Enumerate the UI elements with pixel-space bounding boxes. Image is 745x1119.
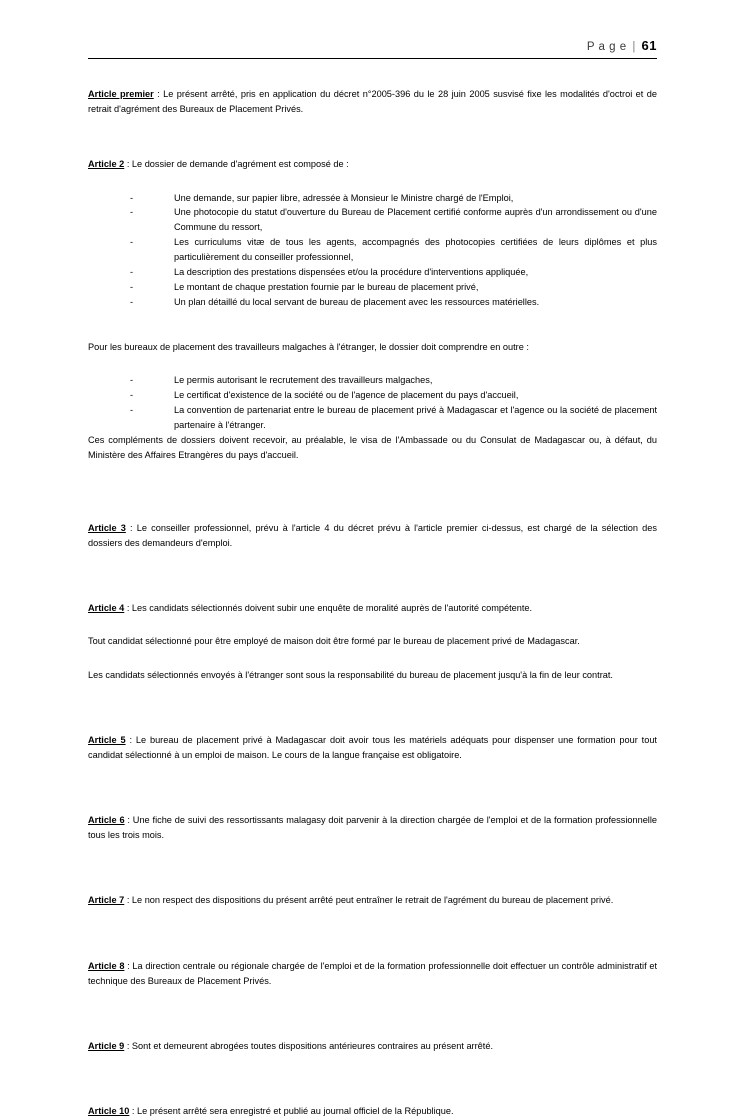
article-2-after-paragraph: Pour les bureaux de placement des travailleurs malgaches à l'étranger, le dossier doit comprendre en outre : — [88, 341, 529, 352]
list-item-text: Un plan détaillé du local servant de bureau de placement avec les ressources matérielles. — [174, 296, 540, 307]
article-10 — [88, 1104, 657, 1119]
spacer — [88, 723, 657, 733]
spacer — [88, 843, 657, 883]
spacer — [88, 683, 657, 723]
list-item-text: Le permis autorisant le recrutement des travailleurs malgaches, — [174, 374, 433, 385]
article-8-text: : La direction centrale ou régionale chargée de l'emploi et de la formation professionnelle doit effectuer un contrôle administratif et technique des Bureaux de Placement Privés. — [88, 960, 658, 986]
header-page-number: 61 — [641, 38, 657, 53]
article-5-label: Article 5 — [88, 734, 126, 745]
header-page-word: P a g e — [586, 41, 627, 53]
spacer — [88, 763, 657, 803]
list-item — [130, 235, 657, 265]
spacer — [88, 551, 657, 591]
list-item-text: La description des prestations dispensées et/ou la procédure d'interventions appliquée, — [174, 267, 529, 278]
dash-marker: - — [130, 389, 134, 400]
article-7-label: Article 7 — [88, 895, 125, 906]
list-item — [130, 205, 657, 235]
dash-marker: - — [130, 404, 134, 415]
article-4 — [88, 601, 657, 616]
article-premier — [88, 87, 657, 117]
dash-marker: - — [130, 192, 134, 203]
article-4-label: Article 4 — [88, 603, 125, 614]
document-body — [88, 59, 657, 1119]
article-4-text: : Les candidats sélectionnés doivent subir une enquête de moralité auprès de l'autorité compétente. — [124, 603, 533, 614]
dash-marker: - — [130, 267, 134, 278]
list-item-text: Une photocopie du statut d'ouverture du Bureau de Placement certifié conforme auprès d'un arrondissement ou d'une Commune du ressort, — [174, 207, 657, 233]
list-item — [130, 403, 657, 433]
header-separator: | — [632, 41, 636, 53]
list-item — [130, 191, 657, 206]
list-item — [130, 373, 657, 388]
article-premier-text: : Le présent arrêté, pris en application du décret n°2005-396 du le 28 juin 2005 susvisé fixe les modalités d'octroi et de retrait d'agrément des Bureaux de Placement Privés. — [88, 89, 657, 115]
article-2 — [88, 157, 657, 172]
spacer — [88, 591, 657, 601]
spacer — [88, 909, 657, 949]
list-item-text: Une demande, sur papier libre, adressée à Monsieur le Ministre chargé de l'Emploi, — [174, 192, 514, 203]
spacer — [88, 949, 657, 959]
article-5-text: : Le bureau de placement privé à Madagascar doit avoir tous les matériels adéquats pour dispenser une formation pour tout candidat sélectionné à un emploi de maison. Le cours de la langue française est obligatoire. — [88, 734, 657, 760]
spacer — [88, 173, 657, 191]
article-7 — [88, 893, 657, 908]
spacer — [88, 355, 657, 373]
spacer — [88, 1029, 657, 1039]
article-10-text: : Le présent arrêté sera enregistré et publié au journal officiel de la République. — [129, 1106, 454, 1117]
article-7-text: : Le non respect des dispositions du présent arrêté peut entraîner le retrait de l'agrément du bureau de placement privé. — [124, 895, 614, 906]
list-item-text: Le certificat d'existence de la société ou de l'agence de placement du pays d'accueil, — [174, 389, 519, 400]
article-9-label: Article 9 — [88, 1040, 125, 1051]
spacer — [88, 1054, 657, 1094]
article-6-label: Article 6 — [88, 815, 125, 826]
list-item — [130, 265, 657, 280]
dash-marker: - — [130, 296, 134, 307]
article-3-label: Article 3 — [88, 522, 126, 533]
dash-marker: - — [130, 207, 134, 218]
spacer — [88, 463, 657, 503]
article-9 — [88, 1039, 657, 1054]
list-item-text: Le montant de chaque prestation fournie par le bureau de placement privé, — [174, 281, 479, 292]
article-3-text: : Le conseiller professionnel, prévu à l'article 4 du décret prévu à l'article premier ci-dessus, est chargé de la sélection des dossiers des demandeurs d'emploi. — [88, 522, 657, 549]
article-6-text: : Une fiche de suivi des ressortissants malagasy doit parvenir à la direction chargée de l'emploi et de la formation professionnelle tous les trois mois. — [88, 815, 657, 841]
article-8 — [88, 959, 657, 989]
article-2-label: Article 2 — [88, 159, 125, 170]
article-5 — [88, 733, 657, 763]
article-8-label: Article 8 — [88, 960, 125, 971]
list-item-text: Les curriculums vitæ de tous les agents, accompagnés des photocopies certifiées de leurs diplômes et plus particulièrement du conseiller professionnel, — [174, 237, 657, 263]
article-2-text: : Le dossier de demande d'agrément est composé de : — [124, 159, 349, 170]
article-2-list — [88, 191, 657, 310]
article-2-list-2 — [88, 373, 657, 433]
page-header — [88, 0, 657, 53]
article-4-paragraph-3: Les candidats sélectionnés envoyés à l'étranger sont sous la responsabilité du bureau de placement jusqu'à la fin de leur contrat. — [88, 669, 613, 680]
spacer — [88, 117, 657, 157]
article-4-paragraph-2: Tout candidat sélectionné pour être employé de maison doit être formé par le bureau de placement privé de Madagascar. — [88, 636, 580, 647]
list-item — [130, 295, 657, 310]
article-premier-label: Article premier — [88, 89, 154, 99]
list-item-text: La convention de partenariat entre le bureau de placement privé à Madagascar et l'agence ou la société de placement partenaire à l'étranger. — [174, 404, 657, 430]
spacer — [88, 310, 657, 340]
dash-marker: - — [130, 237, 134, 248]
article-6 — [88, 813, 657, 843]
list-item — [130, 388, 657, 403]
article-9-text: : Sont et demeurent abrogées toutes dispositions antérieures contraires au présent arrêté. — [124, 1040, 493, 1051]
dash-marker: - — [130, 374, 134, 385]
spacer — [88, 503, 657, 521]
list-item — [130, 280, 657, 295]
spacer — [88, 803, 657, 813]
spacer — [88, 989, 657, 1029]
spacer — [88, 1094, 657, 1104]
spacer — [88, 650, 657, 668]
page-content — [88, 0, 657, 1119]
spacer — [88, 883, 657, 893]
article-2-closing: Ces compléments de dossiers doivent recevoir, au préalable, le visa de l'Ambassade ou du Consulat de Madagascar ou, à défaut, du Ministère des Affaires Etrangères du pays d'accueil. — [88, 434, 657, 460]
article-3 — [88, 521, 657, 551]
spacer — [88, 616, 657, 634]
article-10-label: Article 10 — [88, 1106, 130, 1117]
dash-marker: - — [130, 281, 134, 292]
